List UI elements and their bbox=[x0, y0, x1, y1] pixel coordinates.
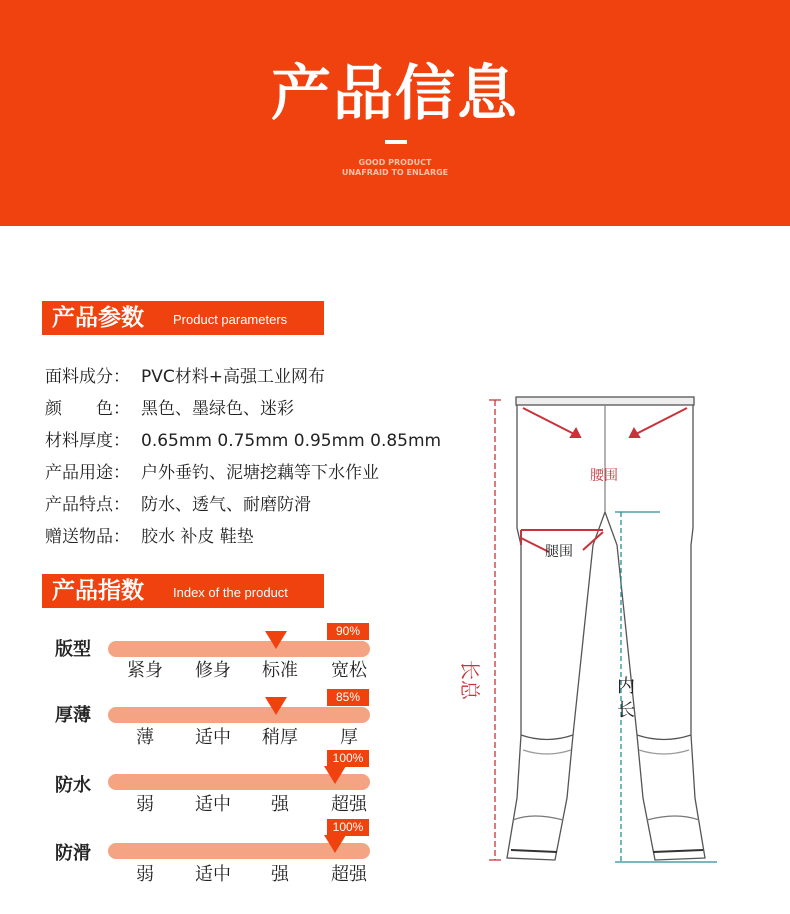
index-badge-waterproof: 100% bbox=[327, 750, 369, 767]
index-name-antislip: 防滑 bbox=[55, 843, 91, 864]
param-row-color bbox=[45, 398, 294, 420]
param-value: 黑色、墨绿色、迷彩 bbox=[141, 399, 294, 419]
index-name-fit: 版型 bbox=[55, 639, 91, 660]
index-tick: 弱 bbox=[136, 864, 154, 885]
index-tick: 强 bbox=[271, 864, 289, 885]
page-title: 产品信息 bbox=[271, 59, 519, 129]
param-row-usage bbox=[45, 462, 379, 484]
index-heading bbox=[42, 574, 324, 608]
boot-top-left bbox=[521, 735, 573, 740]
index-tick: 薄 bbox=[136, 727, 154, 748]
index-tick: 弱 bbox=[136, 794, 154, 815]
index-badge-fit: 90% bbox=[327, 623, 369, 640]
param-label: 颜 色： bbox=[45, 399, 130, 419]
param-label: 产品用途： bbox=[45, 463, 130, 483]
index-tick: 适中 bbox=[195, 727, 231, 748]
param-row-material bbox=[45, 366, 325, 388]
index-tick: 适中 bbox=[195, 794, 231, 815]
inseam-label-2: 长 bbox=[617, 700, 635, 721]
waistband bbox=[516, 397, 694, 405]
index-tick: 修身 bbox=[195, 660, 231, 681]
param-label: 产品特点： bbox=[45, 495, 130, 515]
index-tick: 标准 bbox=[262, 660, 298, 681]
param-row-thickness bbox=[45, 430, 441, 452]
banner-subtitle-line1: GOOD PRODUCT bbox=[358, 158, 432, 167]
param-label: 赠送物品： bbox=[45, 527, 130, 547]
index-name-thickness: 厚薄 bbox=[55, 705, 91, 726]
param-value: 0.65mm 0.75mm 0.95mm 0.85mm bbox=[141, 431, 442, 451]
param-label: 面料成分： bbox=[45, 367, 130, 387]
param-label: 材料厚度： bbox=[45, 431, 130, 451]
index-tick: 厚 bbox=[340, 727, 358, 748]
index-tick: 超强 bbox=[331, 794, 367, 815]
index-name-waterproof: 防水 bbox=[55, 775, 91, 796]
thigh-label: 腿围 bbox=[545, 544, 573, 560]
index-tick: 适中 bbox=[195, 864, 231, 885]
index-track-fit bbox=[108, 641, 370, 657]
header-banner bbox=[0, 0, 790, 226]
index-badge-thickness: 85% bbox=[327, 689, 369, 706]
parameters-heading bbox=[42, 301, 324, 335]
index-tick: 超强 bbox=[331, 864, 367, 885]
index-heading-cn: 产品指数 bbox=[52, 578, 144, 604]
title-divider bbox=[385, 140, 407, 144]
index-badge-antislip: 100% bbox=[327, 819, 369, 836]
index-marker-thickness bbox=[265, 697, 287, 715]
param-value: 户外垂钓、泥塘挖藕等下水作业 bbox=[141, 463, 379, 483]
index-tick: 宽松 bbox=[331, 660, 367, 681]
index-marker-waterproof bbox=[324, 766, 346, 784]
index-marker-fit bbox=[265, 631, 287, 649]
index-tick: 强 bbox=[271, 794, 289, 815]
inseam-label-1: 内 bbox=[617, 676, 635, 697]
waist-label: 腰围 bbox=[590, 468, 618, 484]
param-row-gifts bbox=[45, 526, 254, 548]
index-tick: 紧身 bbox=[127, 660, 163, 681]
param-row-features bbox=[45, 494, 311, 516]
parameters-heading-cn: 产品参数 bbox=[52, 305, 144, 331]
index-heading-en: Index of the product bbox=[173, 585, 288, 600]
param-value: 防水、透气、耐磨防滑 bbox=[141, 495, 311, 515]
param-value: 胶水 补皮 鞋垫 bbox=[141, 527, 254, 547]
wader-pants-diagram bbox=[455, 380, 755, 880]
index-marker-antislip bbox=[324, 835, 346, 853]
parameters-heading-en: Product parameters bbox=[173, 312, 288, 327]
total-length-label: 长总 bbox=[458, 660, 482, 700]
index-tick: 稍厚 bbox=[262, 727, 298, 748]
banner-subtitle-line2: UNAFRAID TO ENLARGE bbox=[341, 168, 449, 177]
param-value: PVC材料+高强工业网布 bbox=[141, 367, 325, 387]
boot-top-right bbox=[637, 735, 691, 740]
index-track-thickness bbox=[108, 707, 370, 723]
